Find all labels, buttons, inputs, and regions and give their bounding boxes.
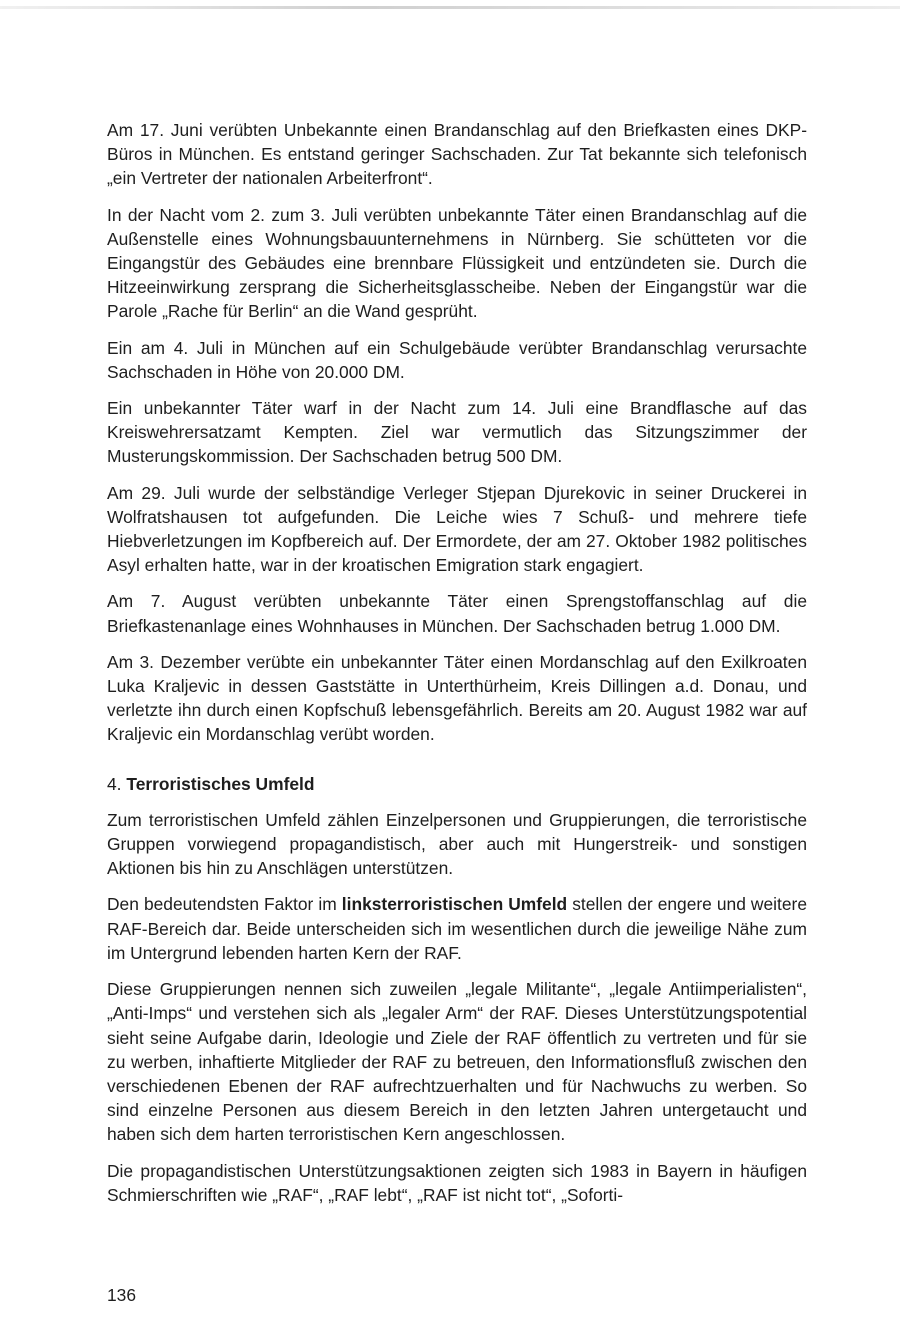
faktor-text-bold: linksterroristischen Umfeld: [341, 894, 568, 915]
paragraph-kraljevic: Am 3. Dezember verübte ein unbekannter Täter einen Mordanschlag auf den Exilkroaten Luka Kraljevic in dessen Gaststätte in Unterthürheim, Kreis Dillingen a.d. Donau, und verletzte ihn durch einen Kopfschuß lebensgefährlich. Bereits am 20. August 1982 war auf Kraljevic ein Mordanschlag verübt worden.: [107, 651, 807, 745]
paragraph-dkp-brandanschlag: Am 17. Juni verübten Unbekannte einen Brandanschlag auf den Briefkasten eines DKP-Büros in München. Es entstand geringer Sachschaden. Zur Tat bekannte sich telefonisch „ein Vertreter der nationalen Arbeiterfront“.: [107, 120, 807, 189]
faktor-text-before: Den bedeutendsten Faktor im: [107, 894, 342, 915]
paragraph-djurekovic: Am 29. Juli wurde der selbständige Verleger Stjepan Djurekovic in seiner Druckerei in Wolfratshausen tot aufgefunden. Die Leiche wies 7 Schuß- und mehrere tiefe Hiebverletzungen im Kopfbereich auf. Der Ermordete, der am 27. Oktober 1982 politisches Asyl erhalten hatte, war in der kroatischen Emigration stark engagiert.: [107, 482, 807, 576]
paragraph-muenchen-schulgebaeude: Ein am 4. Juli in München auf ein Schulgebäude verübter Brandanschlag verursachte Sachschaden in Höhe von 20.000 DM.: [107, 337, 807, 382]
paragraph-nuernberg-brandanschlag: In der Nacht vom 2. zum 3. Juli verübten unbekannte Täter einen Brandanschlag auf die Außenstelle eines Wohnungsbauunternehmens in Nürnberg. Sie schütteten vor die Eingangstür des Gebäudes eine brennbare Flüssigkeit und entzündeten sie. Durch die Hitzeeinwirkung zersprang die Sicherheitsglasscheibe. Neben der Eingangstür war die Parole „Rache für Berlin“ an die Wand gesprüht.: [107, 204, 807, 322]
paragraph-sprengstoffanschlag: Am 7. August verübten unbekannte Täter einen Sprengstoffanschlag auf die Briefkastenanlage eines Wohnhauses in München. Der Sachschaden betrug 1.000 DM.: [107, 591, 807, 636]
page-body: [107, 118, 807, 1207]
paragraph-umfeld-faktor: [107, 892, 807, 965]
paragraph-umfeld-intro: Zum terroristischen Umfeld zählen Einzelpersonen und Gruppierungen, die terroristische Gruppen vorwiegend propagandistisch, aber auch mit Hungerstreik- und sonstigen Aktionen bis hin zu Anschlägen unterstützen.: [107, 809, 807, 879]
page-number: 136: [107, 1285, 137, 1305]
paragraph-umfeld-gruppierungen: Diese Gruppierungen nennen sich zuweilen „legale Militante“, „legale Antiimperialisten“, „Anti-Imps“ und verstehen sich als „legaler Arm“ der RAF. Dieses Unterstützungspotential sieht seine Aufgabe darin, Ideologie und Ziele der RAF öffentlich zu vertreten und für sie zu werben, inhaftierte Mitglieder der RAF zu betreuen, den Informationsfluß zwischen den verschiedenen Ebenen der RAF aufrechtzuerhalten und für Nachwuchs zu werben. So sind einzelne Personen aus diesem Bereich in den letzten Jahren untergetaucht und haben sich dem harten terroristischen Kern angeschlossen.: [107, 979, 807, 1145]
section-number: 4.: [107, 773, 122, 794]
faktor-text-after: stellen der engere und weitere RAF-Bereich dar. Beide unterscheiden sich im wesentlichen durch die jeweilige Nähe zum im Untergrund lebenden harten Kern der RAF.: [107, 894, 807, 963]
section-title: Terroristisches Umfeld: [126, 773, 315, 794]
section-heading: [107, 772, 807, 796]
scan-edge-line: [0, 6, 900, 9]
paragraph-kempten-brandflasche: Ein unbekannter Täter warf in der Nacht zum 14. Juli eine Brandflasche auf das Kreiswehrersatzamt Kempten. Ziel war vermutlich das Sitzungszimmer der Musterungskommission. Der Sachschaden betrug 500 DM.: [107, 398, 807, 467]
paragraph-umfeld-propaganda: Die propagandistischen Unterstützungsaktionen zeigten sich 1983 in Bayern in häufigen Schmierschriften wie „RAF“, „RAF lebt“, „RAF ist nicht tot“, „Soforti-: [107, 1160, 807, 1205]
